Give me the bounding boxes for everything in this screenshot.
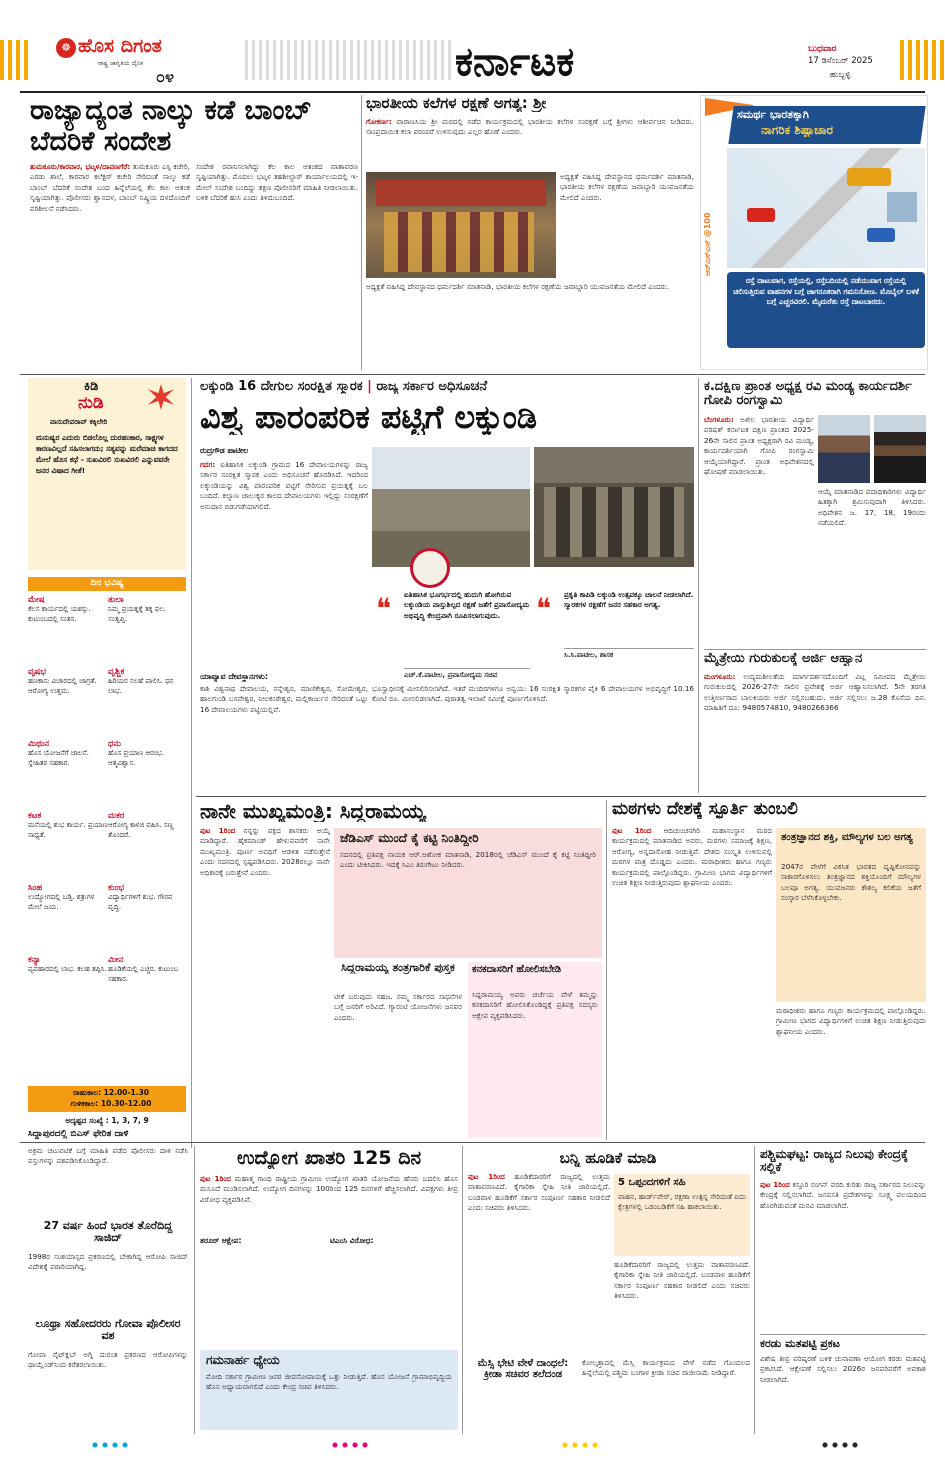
kidi-title: ಕಿಡಿ [84, 380, 99, 394]
matha-box [776, 828, 926, 1002]
col-rule-left [191, 378, 192, 1148]
bomb-col1 [30, 162, 190, 372]
horoscope-item [108, 884, 186, 954]
sign-text: ಆರೋಗ್ಯ ಕಾಳಜಿ ವಹಿಸಿ. ಸಣ್ಣ ತೊಂದರೆ. [108, 821, 174, 840]
bomb-body2: ಸಂದೇಶ ರವಾನಿಸಲಾಗಿದ್ದು ಕೆಲ ಕಾಲ ಆತಂಕದ ವಾತಾವರಣ ಸೃಷ್ಟಿಯಾಗಿತ್ತು. ಮೊದಲು ಭಟ್ಕಳ ತಹಶೀಲ್ದಾರ್ ಕಾರ್ಯಾಲಯದಲ್ಲಿ ಇ-ಮೇಲ್ ಸಂದೇಶ ಬಂದಿದ್ದು ತಕ್ಷಣ ಪೊಲೀಸರಿಗೆ ಮಾಹಿತಿ ನೀಡಲಾಯಿತು. ಬಳಿಕ ಬೆದರಿಕೆ ಹುಸಿ ಎಂದು ತಿಳಿದುಬಂದಿದೆ. [196, 162, 358, 203]
siddu-sub2-box [468, 962, 602, 1138]
car-icon-2 [867, 228, 895, 242]
siddu-body [200, 826, 330, 1138]
banni-box-body: ವಾಹನ, ಹಾರ್ಡ್‌ವೇರ್, ರಕ್ಷಣಾ ಉತ್ಪನ್ನ ಸೇರಿದಂತೆ ಐದು ಕ್ಷೇತ್ರಗಳಲ್ಲಿ ಒಡಂಬಡಿಕೆಗೆ ಸಹಿ ಹಾಕಲಾಯಿತು. [618, 1192, 747, 1212]
issue-day: ಬುಧವಾರ [808, 44, 837, 54]
ad-illustration [727, 148, 925, 268]
siddu-sub1-title: ಸಿದ್ದರಾಮಯ್ಯ ತಂತ್ರಗಾರಿಕೆ ಪುಸ್ತಕ [341, 962, 455, 974]
siddu-box [334, 828, 602, 958]
arts-intro [366, 117, 694, 169]
lakkundi-subhead: ಯಾವ್ಯಾವ ದೇವಸ್ಥಾನಗಳು: [200, 672, 269, 681]
banni-box [614, 1174, 750, 1256]
sign-text: ವಿದ್ಯಾರ್ಥಿಗಳಿಗೆ ಶುಭ. ಗೌರವ ವೃದ್ಧಿ. [108, 893, 173, 912]
horoscope-item [28, 812, 108, 882]
lakkundi-kicker-2: ರಾಜ್ಯ ಸರ್ಕಾರ ಅಧಿಸೂಚನೆ [376, 380, 488, 394]
sign-name: ಧನು [108, 739, 121, 749]
siddu-headline: ನಾನೇ ಮುಖ್ಯಮಂತ್ರಿ: ಸಿದ್ದರಾಮಯ್ಯ [200, 800, 427, 822]
siddu-box-body: ಸದನದಲ್ಲಿ ಪ್ರತಿಪಕ್ಷ ನಾಯಕ ಆರ್.ಅಶೋಕ ಮಾತನಾಡಿ, 2018ರಲ್ಲಿ ಜೆಡಿಎಸ್ ಮುಂದೆ ಕೈ ಕಟ್ಟಿ ನಿಂತಿದ್ದೀರಿ ಎಂದು ಟೀಕಿಸಿದರು. ಇದಕ್ಕೆ ಸಿಎಂ ತಿರುಗೇಟು ನೀಡಿದರು. [340, 850, 596, 870]
bomb-col2 [196, 162, 358, 372]
stage-banner [376, 180, 546, 206]
kidi-text: ಮನುಷ್ಯರ ಎದುರು ಬಿಡಲೊಲ್ಲ ದುರಹಂಕಾರ, ಸಾಕ್ಷ್ಯಗಳ ಕಾರಣವಿಲ್ಲದೆ ಸಹಿಸಲಾಗದು; ಸತ್ಯವನ್ನು ಮರೆಮಾಚಿ ಕಾಗದದ ಮೇಲೆ ಹೊಸ ಕಥೆ - ಸುಖವಿರಲಿ ಸುಖವಿರಲಿ ಎನ್ನುವವರೇ ಜನರ ವಿಷಾದ ಗೀತೆ! [36, 433, 178, 476]
horoscope-item [108, 668, 186, 738]
sign-text: ಹೊಸ ಪ್ರಯಾಣ ಆರಂಭ. ಆತ್ಮವಿಶ್ವಾಸ. [108, 749, 164, 768]
bomb-dateline: ತುಮಕೂರು/ಕಾರವಾರ, ಭಟ್ಕಳ/ದಾವಣಗೆರೆ: [30, 162, 131, 171]
siddu-body-text: ನನ್ನನ್ನು ಪಕ್ಷದ ಶಾಸಕರು ಆಯ್ಕೆ ಮಾಡಿದ್ದಾರೆ. ಹೈಕಮಾಂಡ್ ಹೇಳುವವರೆಗೆ ನಾನೇ ಮುಖ್ಯಮಂತ್ರಿ. ಪೂರ್ಣ ಅವಧಿಗೆ ಆಡಳಿತ ನಡೆಸುತ್ತೇನೆ ಎಂದು ಸದನದಲ್ಲಿ ಸ್ಪಷ್ಟಪಡಿಸಿದರು. 2028ರಲ್ಲೂ ನಾವೇ ಅಧಿಕಾರಕ್ಕೆ ಬರುತ್ತೇವೆ ಎಂದರು. [200, 826, 330, 877]
pashchima-sub-title: ಕರಡು ಮತಪಟ್ಟಿ ಪ್ರಕಟ [760, 1338, 840, 1350]
banni-headline: ಬನ್ನಿ ಹೂಡಿಕೆ ಮಾಡಿ [559, 1150, 657, 1167]
sign-text: ಹಣಕಾಸು ವಿಚಾರದಲ್ಲಿ ಜಾಗ್ರತೆ. ಆರೋಗ್ಯ ಉತ್ತಮ. [28, 677, 97, 696]
brand-tagline: ರಾಷ್ಟ್ರ ಜಾಗೃತಿಯ ದೈನಿಕ [98, 60, 144, 67]
reg-dot-icon [560, 1442, 600, 1448]
banni-body-text: ಹೂಡಿಕೆದಾರರಿಗೆ ರಾಜ್ಯದಲ್ಲಿ ಉತ್ತಮ ವಾತಾವರಣವಿದೆ. ಕೈಗಾರಿಕಾ ಸ್ನೇಹಿ ನೀತಿ ಜಾರಿಯಲ್ಲಿದೆ. ಬಂಡವಾಳ ಹೂಡಿಕೆಗೆ ಸರ್ಕಾರ ಸಂಪೂರ್ಣ ಸಹಕಾರ ನೀಡಲಿದೆ ಎಂದು ಸಚಿವರು ತಿಳಿಸಿದರು. [468, 1172, 610, 1213]
masthead [0, 0, 945, 92]
pashchima-headline: ಪಶ್ಚಿಮಘಟ್ಟ: ರಾಜ್ಯದ ನಿಲುವು ಕೇಂದ್ರಕ್ಕೆ ಸಲ್ಲಿಕೆ [760, 1148, 908, 1175]
matha-box-body: 2047ರ ವೇಳೆಗೆ ವಿಕಸಿತ ಭಾರತದ ದೃಷ್ಟಿಕೋನವನ್ನು ಸಾಕಾರಗೊಳಿಸಲು ತಂತ್ರಜ್ಞಾನದ ಶಕ್ತಿಯೊಂದಿಗೆ ಮೌಲ್ಯಗಳ ಬಲವೂ ಅಗತ್ಯ. ಯುವಜನರು ಕೌಶಲ್ಯ ಕಲಿಕೆಯ ಜತೆಗೆ ಸಂಸ್ಕಾರ ಬೆಳೆಸಿಕೊಳ್ಳಬೇಕು. [781, 862, 921, 903]
s2-body: 1998ರ ಸಂಶಯಾಸ್ಪದ ಪ್ರಕರಣದಲ್ಲಿ ಬೇಕಾಗಿದ್ದ ಆರೋಪಿ ಸಾಜಿದ್ ವಿದೇಶಕ್ಕೆ ಪರಾರಿಯಾಗಿದ್ದ. [28, 1252, 188, 1272]
sign-name: ಕುಂಭ [108, 883, 125, 893]
heritage-seal-icon [410, 548, 450, 588]
sign-name: ಮೀನ [108, 955, 124, 965]
building-icon [887, 192, 917, 222]
bomb-body1: ತುಮಕೂರು ಎಸ್ಪಿ ಕಚೇರಿ, ಎರಡು ಶಾಲೆ, ಕಾರವಾರ ಕಲೆಕ್ಟರ್ ಕಚೇರಿ ಸೇರಿದಂತೆ ನಾಲ್ಕು ಕಡೆ ಬಾಂಬ್ ಬೆದರಿಕೆ ಸಂದೇಶ ಬಂದ ಹಿನ್ನೆಲೆಯಲ್ಲಿ ಕೆಲ ಕಾಲ ಆತಂಕ ಸೃಷ್ಟಿಯಾಗಿತ್ತು. ಪೊಲೀಸರು ಶ್ವಾನದಳ, ಬಾಂಬ್ ನಿಷ್ಕ್ರಿಯ ದಳದೊಂದಿಗೆ ಪರಿಶೀಲನೆ ನಡೆಸಿದರು. [30, 162, 190, 213]
quote-icon-2: ❝ [536, 595, 552, 623]
lakkundi-body-text: ಐತಿಹಾಸಿಕ ಲಕ್ಕುಂಡಿ ಗ್ರಾಮದ 16 ದೇವಾಲಯಗಳನ್ನು ರಾಜ್ಯ ಸರ್ಕಾರ ಸಂರಕ್ಷಿತ ಸ್ಮಾರಕ ಎಂದು ಅಧಿಸೂಚನೆ ಹೊರಡಿಸಿದೆ. ಇದರಿಂದ ಲಕ್ಕುಂಡಿಯನ್ನು ವಿಶ್ವ ಪಾರಂಪರಿಕ ಪಟ್ಟಿಗೆ ಸೇರಿಸುವ ಪ್ರಯತ್ನಕ್ಕೆ ಬಲ ಬಂದಿದೆ. ಕಲ್ಯಾಣ ಚಾಲುಕ್ಯರ ಕಾಲದ ದೇವಾಲಯಗಳು ಇಲ್ಲಿದ್ದು ಸಂರಕ್ಷಣೆಗೆ ಅನುದಾನ ಬಿಡುಗಡೆಯಾಗಲಿದೆ. [200, 460, 368, 511]
messi-headline: ಮೆಸ್ಸಿ ಭೇಟಿ ವೇಳೆ ದಾಂಧಲೆ: ಕ್ರೀಡಾ ಸಚಿವರ ತಲೆದಂಡ [477, 1358, 569, 1380]
sign-text: ಉದ್ಯೋಗದಲ್ಲಿ ಬಡ್ತಿ. ಶತ್ರುಗಳ ಮೇಲೆ ಜಯ. [28, 893, 95, 912]
ad-title-2: ನಾಗರಿಕ ಶಿಷ್ಟಾಚಾರ [761, 124, 833, 137]
ad-message: ರಸ್ತೆ ದಾಟುವಾಗ, ರಸ್ತೆಯಲ್ಲಿ, ರಸ್ತೆಬದಿಯಲ್ಲಿ ನಡೆಯುವಾಗ ರಸ್ತೆಯಲ್ಲಿ ಚಲಿಸುತ್ತಿರುವ ವಾಹನಗಳ ಬಗ್ಗೆ ಜಾಗರೂಕರಾಗಿ ಗಮನಿಸೋಣ. ಮೊಬೈಲ್ ಬಳಕೆ ಬಗ್ಗೆ ಎಚ್ಚರವಿರಲಿ. ಮೈಮರೆತು ರಸ್ತೆ ದಾಟಬಾರದು. [733, 276, 919, 307]
siddu-box-title: ಜೆಡಿಎಸ್ ಮುಂದೆ ಕೈ ಕಟ್ಟಿ ನಿಂತಿದ್ದೀರಿ [340, 831, 479, 845]
udyoga-headline: ಉದ್ಯೋಗ ಖಾತರಿ 125 ದಿನ [236, 1148, 422, 1169]
udyoga-sub1: ತರೂರ್ ಆಕ್ಷೇಪ: [200, 1236, 242, 1245]
matha-body [612, 826, 772, 1138]
row-rule-3 [20, 1142, 925, 1143]
matha-body-text-2: ಮಠಾಧೀಶರು ಹಾಗೂ ಗಣ್ಯರು ಕಾರ್ಯಕ್ರಮದಲ್ಲಿ ಪಾಲ್ಗೊಂಡಿದ್ದರು. ಗ್ರಾಮೀಣ ಭಾಗದ ವಿದ್ಯಾರ್ಥಿಗಳಿಗೆ ಉಚಿತ ಶಿಕ್ಷಣ ನೀಡುತ್ತಿರುವುದು ಶ್ಲಾಘನೀಯ ಎಂದರು. [612, 857, 772, 888]
siddu-lead: ಪುಟ 1ರಿಂದ [200, 826, 236, 835]
udyoga-box [200, 1350, 458, 1430]
portrait-2 [874, 415, 926, 483]
reg-dot-icon [90, 1442, 130, 1448]
horoscope-left [28, 596, 108, 1036]
pashchima-body [760, 1180, 926, 1330]
col-rule-6 [754, 1146, 755, 1434]
maitreyi-body-text: ಉದ್ಯಮಶೀಲತೆಯ ಮಾರ್ಗದರ್ಶನದೊಂದಿಗೆ ವಿಟ್ಲ ಸಮೀಪದ ಮೈತ್ರೇಯಿ ಗುರುಕುಲದಲ್ಲಿ 2026-27ನೇ ಸಾಲಿನ ಪ್ರವೇಶಕ್ಕೆ ಅರ್ಜಿ ಆಹ್ವಾನಿಸಲಾಗಿದೆ. 5ನೇ ತರಗತಿ ಉತ್ತೀರ್ಣರಾದ ಬಾಲಕಿಯರು ಅರ್ಜಿ ಸಲ್ಲಿಸಬಹುದು. ಅರ್ಜಿ ಸಲ್ಲಿಸಲು ಜ.28 ಕೊನೆಯ ದಿನ. ಮಾಹಿತಿಗೆ ದೂ: 9480574810, 9480266366 [704, 672, 926, 713]
abvp-body [704, 415, 814, 643]
temple-photo-1 [372, 447, 530, 567]
lakkundi-lead: ಗದಗ: [200, 460, 216, 469]
abvp-lead: ಬೆಂಗಳೂರು: [704, 415, 734, 424]
arts-body: ವಾರಾಣಸಿಯ ಶ್ರೀ ಮಠದಲ್ಲಿ ನಡೆದ ಕಾರ್ಯಕ್ರಮದಲ್ಲಿ ಭಾರತೀಯ ಕಲೆಗಳ ಸಂರಕ್ಷಣೆ ಬಗ್ಗೆ ಶ್ರೀಗಳು ಆಶೀರ್ವಚನ ನೀಡಿದರು. ಸಾಂಪ್ರದಾಯಿಕ ಕಲಾ ಪರಂಪರೆ ಉಳಿಸುವುದು ಎಲ್ಲರ ಹೊಣೆ ಎಂದರು. [366, 117, 694, 137]
portrait-1 [818, 415, 870, 483]
siddu-sub2-title: ಕನಕದಾಸರಿಗೆ ಹೋಲಿಸಬೇಡಿ [472, 964, 562, 975]
quote-icon-1: ❝ [376, 595, 392, 623]
kidi-title-2: ನುಡಿ [78, 394, 104, 413]
lakkundi-body2: ಕಾಶಿ ವಿಶ್ವನಾಥ ದೇವಾಲಯ, ನನ್ನೇಶ್ವರ, ಮಾಣಿಕೇಶ್ವರ, ಸೋಮೇಶ್ವರ, ಹಾಲಗುಂಡಿ ಬಸವೇಶ್ವರ, ನೀಲಕಂಠೇಶ್ವರ, ಮಲ್ಲಿಕಾರ್ಜುನ ಸೇರಿದಂತೆ ಒಟ್ಟು 16 ದೇವಾಲಯಗಳು ಪಟ್ಟಿಯಲ್ಲಿವೆ. [200, 684, 368, 714]
pashchima-sub-body: ವಿಶೇಷ ತೀವ್ರ ಪರಿಷ್ಕರಣೆ ಬಳಿಕ ಚುನಾವಣಾ ಆಯೋಗ ಕರಡು ಮತಪಟ್ಟಿ ಪ್ರಕಟಿಸಿದೆ. ಆಕ್ಷೇಪಣೆ ಸಲ್ಲಿಸಲು 2026ರ ಜನವರಿವರೆಗೆ ಅವಕಾಶ ನೀಡಲಾಗಿದೆ. [760, 1354, 926, 1384]
matha-lead: ಪುಟ 1ರಿಂದ [612, 826, 652, 835]
abvp-headline: ಕ.ದಕ್ಷಿಣ ಪ್ರಾಂತ ಅಧ್ಯಕ್ಷ ರವಿ ಮಂಡ್ಯ ಕಾರ್ಯದರ್ಶಿ ಗೋಪಿ ರಂಗಸ್ವಾಮಿ [704, 380, 912, 409]
ad-title-1: ಸಮರ್ಥ ಭಾರತಕ್ಕಾಗಿ [737, 109, 809, 121]
sign-text: ಹಿರಿಯರ ಸಲಹೆ ಪಾಲಿಸಿ. ಧನ ಲಾಭ. [108, 677, 174, 696]
civic-ad [700, 95, 928, 370]
udyoga-box-body: ಮೋದಿ ಸರ್ಕಾರ ಗ್ರಾಮೀಣ ಜನರ ಜೀವನೋಪಾಯಕ್ಕೆ ಒತ್ತು ನೀಡುತ್ತಿದೆ. ಹೊಸ ಯೋಜನೆ ಗ್ರಾಮಾಭಿವೃದ್ಧಿಯ ಹೊಸ ಅಧ್ಯಾಯವಾಗಲಿದೆ ಎಂದು ಕೇಂದ್ರ ಸಚಿವ ತಿಳಿಸಿದರು. [206, 1372, 452, 1392]
arts-body2: ಅಧ್ಯಕ್ಷತೆ ವಹಿಸಿದ್ದ ದೇವಸ್ಥಾನದ ಧರ್ಮದರ್ಶಿ ಮಾತನಾಡಿ, ಭಾರತೀಯ ಕಲೆಗಳ ರಕ್ಷಣೆಯ ಜವಾಬ್ದಾರಿ ಯುವಜನತೆಯ ಮೇಲಿದೆ ಎಂದರು. [366, 282, 670, 291]
col-rule-1 [361, 95, 362, 370]
udyoga-sub2: ಟಿಎಂಸಿ ವಿರೋಧ: [330, 1236, 374, 1245]
arts-side-text: ಅಧ್ಯಕ್ಷತೆ ವಹಿಸಿದ್ದ ದೇವಸ್ಥಾನದ ಧರ್ಮದರ್ಶಿ ಮಾತನಾಡಿ, ಭಾರತೀಯ ಕಲೆಗಳ ರಕ್ಷಣೆಯ ಜವಾಬ್ದಾರಿ ಯುವಜನತೆಯ ಮೇಲಿದೆ ಎಂದರು. [560, 172, 694, 202]
sign-text: ನಿಮ್ಮ ಪ್ರಯತ್ನಕ್ಕೆ ತಕ್ಕ ಫಲ. ಸಂತೃಪ್ತಿ. [108, 605, 166, 624]
page-number: ೦೪ [156, 68, 174, 86]
maitreyi-body [704, 672, 926, 792]
banni-box-title: 5 ಒಪ್ಪಂದಗಳಿಗೆ ಸಹಿ [618, 1177, 686, 1188]
sign-name: ಕನ್ಯಾ [28, 955, 41, 965]
horoscope-right [108, 596, 186, 1036]
lakkundi-byline: ರುದ್ರಗೌಡ ಪಾಟೀಲ [200, 446, 249, 455]
udyoga-box-title: ಗಮನಾರ್ಹ ಧ್ಯೇಯ [206, 1353, 280, 1367]
issue-city: ಹುಬ್ಬಳ್ಳಿ [830, 70, 851, 80]
banni-body [468, 1172, 610, 1352]
horoscope-item [28, 740, 108, 810]
s3-headline: ಲೂಥ್ರಾ ಸಹೋದರರು ಗೋವಾ ಪೊಲೀಸರ ವಶ [35, 1318, 181, 1343]
horoscope-item [108, 740, 186, 810]
matha-box-title: ತಂತ್ರಜ್ಞಾನದ ಶಕ್ತಿ, ಮೌಲ್ಯಗಳ ಬಲ ಅಗತ್ಯ [781, 832, 913, 843]
s2-headline: 27 ವರ್ಷ ಹಿಂದೆ ಭಾರತ ತೊರೆದಿದ್ದ ಸಾಜಿದ್ [43, 1220, 173, 1245]
sign-text: ಹೂಡಿಕೆಯಲ್ಲಿ ಎಚ್ಚರ. ಕುಟುಂಬ ಸಹಕಾರ. [108, 965, 179, 984]
sign-name: ತುಲಾ [108, 596, 124, 605]
lakkundi-headline: ವಿಶ್ವ ಪಾರಂಪರಿಕ ಪಟ್ಟಿಗೆ ಲಕ್ಕುಂಡಿ [200, 400, 538, 436]
issue-date: 17 ಡಿಸೆಂಬರ್ 2025 [808, 56, 873, 66]
person-figures [384, 212, 534, 272]
siddu-sub1-body: ಟೀಕೆ ಬರುವುದು ಸಹಜ. ನಮ್ಮ ಸರ್ಕಾರದ ಸಾಧನೆಗಳ ಬಗ್ಗೆ ಜನರಿಗೆ ಅರಿವಿದೆ. ಗ್ಯಾರಂಟಿ ಯೋಜನೆಗಳು ಜನಪರ ಎಂದರು. [334, 992, 462, 1022]
s1-body: ಅಕ್ರಮ ಚಟುವಟಿಕೆ ಬಗ್ಗೆ ಮಾಹಿತಿ ಪಡೆದ ಪೊಲೀಸರು ದಾಳಿ ನಡೆಸಿ ವಸ್ತುಗಳನ್ನು ವಶಪಡಿಸಿಕೊಂಡಿದ್ದಾರೆ. [28, 1146, 188, 1166]
spark-icon [148, 384, 174, 410]
section-title: ಕರ್ನಾಟಕ [455, 40, 575, 84]
maitreyi-headline: ಮೈತ್ರೇಯಿ ಗುರುಕುಲಕ್ಕೆ ಅರ್ಜಿ ಆಹ್ವಾನ [704, 652, 863, 666]
matha-body2: ಮಠಾಧೀಶರು ಹಾಗೂ ಗಣ್ಯರು ಕಾರ್ಯಕ್ರಮದಲ್ಲಿ ಪಾಲ್ಗೊಂಡಿದ್ದರು. ಗ್ರಾಮೀಣ ಭಾಗದ ವಿದ್ಯಾರ್ಥಿಗಳಿಗೆ ಉಚಿತ ಶಿಕ್ಷಣ ನೀಡುತ್ತಿರುವುದು ಶ್ಲಾಘನೀಯ ಎಂದರು. [776, 1006, 926, 1036]
sign-name: ಮೇಷ [28, 596, 45, 605]
rahu-kala: ರಾಹುಕಾಲ: 12.00-1.30 [72, 1088, 150, 1097]
masthead-rule [20, 91, 925, 93]
lakkundi-kicker-1: ಲಕ್ಕುಂಡಿ 16 ದೇಗುಲ ಸಂರಕ್ಷಿತ ಸ್ಮಾರಕ [200, 380, 363, 394]
reg-dot-icon [820, 1442, 860, 1448]
pillar-shapes [544, 487, 684, 557]
horoscope-item [108, 596, 186, 666]
horoscope-title: ದಿನ ಭವಿಷ್ಯ [90, 579, 124, 588]
sign-text: ಕೆಲಸ ಕಾರ್ಯದಲ್ಲಿ ಯಶಸ್ಸು. ಕುಟುಂಬದಲ್ಲಿ ಸಂತಸ. [28, 605, 91, 624]
pashchima-lead: ಪುಟ 1ರಿಂದ [760, 1180, 790, 1189]
bus-icon [847, 168, 891, 186]
lakkundi-body [200, 460, 368, 670]
s3-body: ಗೋವಾ ನೈಟ್‌ಕ್ಲಬ್ ಅಗ್ನಿ ದುರಂತ ಪ್ರಕರಣದ ಆರೋಪಿಗಳನ್ನು ಥಾಯ್ಲೆಂಡ್‌ನಿಂದ ಕರೆತರಲಾಯಿತು. [28, 1350, 188, 1370]
maitreyi-lead: ಮಂಗಳೂರು: [704, 672, 736, 681]
lakkundi-quote-1-by: ಎಚ್.ಕೆ.ಪಾಟೀಲ, ಪ್ರವಾಸೋದ್ಯಮ ಸಚಿವ [404, 668, 530, 680]
abvp-body-text: ಅಖಿಲ ಭಾರತೀಯ ವಿದ್ಯಾರ್ಥಿ ಪರಿಷತ್ ಕರ್ನಾಟಕ ದಕ್ಷಿಣ ಪ್ರಾಂತದ 2025-26ನೇ ಸಾಲಿನ ಪ್ರಾಂತ ಅಧ್ಯಕ್ಷರಾಗಿ ರವಿ ಮಂಡ್ಯ, ಕಾರ್ಯದರ್ಶಿಯಾಗಿ ಗೋಪಿ ರಂಗಸ್ವಾಮಿ ಆಯ್ಕೆಯಾಗಿದ್ದಾರೆ. ಪ್ರಾಂತ ಅಧಿವೇಶನದಲ್ಲಿ ಘೋಷಣೆ ಮಾಡಲಾಯಿತು. [704, 415, 814, 477]
sign-name: ಸಿಂಹ [28, 883, 43, 893]
row-rule-2 [196, 796, 926, 797]
abvp-body2: ಆಯ್ಕೆ ಮಾತನಾಡಿದ ಪದಾಧಿಕಾರಿಗಳು ವಿದ್ಯಾರ್ಥಿ ಹಿತಕ್ಕಾಗಿ ಶ್ರಮಿಸುವುದಾಗಿ ತಿಳಿಸಿದರು. ಅಧಿವೇಶನ ಜ. 17, 18, 19ರಂದು ನಡೆಯಲಿದೆ. [818, 487, 926, 528]
sign-text: ವ್ಯವಹಾರದಲ್ಲಿ ಲಾಭ. ಕಲಹ ತಪ್ಪಿಸಿ. [28, 965, 107, 974]
brand-block [38, 36, 238, 88]
lucky-number: ಅದೃಷ್ಟದ ಸಂಖ್ಯೆ : 1, 3, 7, 9 [65, 1116, 149, 1125]
horoscope-item [28, 884, 108, 954]
brand-name: ಹೊಸ ದಿಗಂತ [78, 36, 162, 57]
row-rule-pash [760, 1334, 926, 1335]
udyoga-body-text: ಮಹಾತ್ಮ ಗಾಂಧಿ ರಾಷ್ಟ್ರೀಯ ಗ್ರಾಮೀಣ ಉದ್ಯೋಗ ಖಾತರಿ ಯೋಜನೆಯ ಹೆಸರು ಬದಲಿಸಿ ಹೊಸ ಮಸೂದೆ ಮಂಡಿಸಲಾಗಿದೆ. ಉದ್ಯೋಗ ದಿನಗಳನ್ನು 100ರಿಂದ 125 ದಿನಗಳಿಗೆ ಹೆಚ್ಚಿಸಲಾಗಿದೆ. ವಿಪಕ್ಷಗಳು ತೀವ್ರ ವಿರೋಧ ವ್ಯಕ್ತಪಡಿಸಿವೆ. [200, 1174, 458, 1204]
sign-name: ಮಕರ [108, 811, 125, 821]
siddu-sub2-body: ಸಿದ್ದರಾಮಯ್ಯ ಅವರು ಚರ್ಚೆಯ ವೇಳೆ ತಮ್ಮನ್ನು ಕನಕದಾಸರಿಗೆ ಹೋಲಿಸಿಕೊಂಡಿದ್ದಕ್ಕೆ ಪ್ರತಿಪಕ್ಷ ಸದಸ್ಯರು ಆಕ್ಷೇಪ ವ್ಯಕ್ತಪಡಿಸಿದರು. [472, 990, 598, 1020]
arts-headline: ಭಾರತೀಯ ಕಲೆಗಳ ರಕ್ಷಣೆ ಅಗತ್ಯ: ಶ್ರೀ [366, 95, 547, 112]
horoscope-item [28, 668, 108, 738]
sign-name: ಮಿಥುನ [28, 739, 50, 749]
ad-badge: ಆರ್‌ಎಸ್‌ಎಸ್ @100 [703, 212, 712, 276]
sign-name: ಕಟಕ [28, 811, 42, 821]
col-rule-5 [462, 1146, 463, 1434]
lakkundi-kicker: ಲಕ್ಕುಂಡಿ 16 ದೇಗುಲ ಸಂರಕ್ಷಿತ ಸ್ಮಾರಕ | ರಾಜ್ಯ ಸರ್ಕಾರ ಅಧಿಸೂಚನೆ [200, 380, 488, 394]
kidi-author: ವಾಸುದೇವರಾವ್ ಕಕ್ಕಿಲೇರಿ [50, 418, 108, 426]
horoscope-item [108, 956, 186, 1026]
lakkundi-quote-2: ಪ್ರಕೃತಿ ಕಾಪಿಡಿ ಲಕ್ಕುಂಡಿ ಉತ್ಸವಕ್ಕೂ ಚಾಲನೆ ನೀಡಲಾಗಿದೆ. ಸ್ಮಾರಕಗಳ ರಕ್ಷಣೆಗೆ ಜನರ ಸಹಕಾರ ಅಗತ್ಯ. [564, 590, 694, 610]
col-rule-2 [698, 378, 699, 793]
gulika-kala: ಗುಳಿಕಕಾಲ: 10.30-12.00 [70, 1099, 152, 1108]
stripe-left-icon [0, 40, 32, 80]
horoscope-item [28, 956, 108, 1026]
messi-body: ಕೋಲ್ಕತ್ತಾದಲ್ಲಿ ಮೆಸ್ಸಿ ಕಾರ್ಯಕ್ರಮದ ವೇಳೆ ನಡೆದ ಗೊಂದಲದ ಹಿನ್ನೆಲೆಯಲ್ಲಿ ಪಶ್ಚಿಮ ಬಂಗಾಳ ಕ್ರೀಡಾ ಸಚಿವ ರಾಜೀನಾಮೆ ನೀಡಿದ್ದಾರೆ. [582, 1358, 750, 1378]
lakkundi-quote-1: ಐತಿಹಾಸಿಕ ಭೂಗರ್ಭದಲ್ಲಿ ಹುದುಗಿ ಹೋಗಿರುವ ಲಕ್ಕುಂಡಿಯ ವಾಸ್ತುಶಿಲ್ಪದ ರಕ್ಷಣೆ ಜತೆಗೆ ಪ್ರವಾಸೋದ್ಯಮ ಅಭಿವೃದ್ಧಿ ಕೇಂದ್ರವಾಗಿ ರೂಪಿಸಲಾಗುವುದು. [404, 590, 530, 620]
reg-dot-icon [330, 1442, 370, 1448]
row-rule-1 [20, 374, 925, 375]
temple-photo-2 [534, 447, 694, 567]
col-rule-3 [606, 800, 607, 1140]
banni-body-2: ಹೂಡಿಕೆದಾರರಿಗೆ ರಾಜ್ಯದಲ್ಲಿ ಉತ್ತಮ ವಾತಾವರಣವಿದೆ. ಕೈಗಾರಿಕಾ ಸ್ನೇಹಿ ನೀತಿ ಜಾರಿಯಲ್ಲಿದೆ. ಬಂಡವಾಳ ಹೂಡಿಕೆಗೆ ಸರ್ಕಾರ ಸಂಪೂರ್ಣ ಸಹಕಾರ ನೀಡಲಿದೆ ಎಂದು ಸಚಿವರು ತಿಳಿಸಿದರು. [614, 1260, 750, 1301]
sign-name: ವೃಶ್ಚಿಕ [108, 667, 125, 677]
matha-headline: ಮಠಗಳು ದೇಶಕ್ಕೆ ಸ್ಫೂರ್ತಿ ತುಂಬಲಿ [612, 800, 798, 819]
sign-text: ಹೊಸ ಯೋಜನೆಗೆ ಚಾಲನೆ. ಸ್ನೇಹಿತರ ಸಹಕಾರ. [28, 749, 89, 768]
bomb-headline: ರಾಜ್ಯಾದ್ಯಂತ ನಾಲ್ಕು ಕಡೆ ಬಾಂಬ್ ಬೆದರಿಕೆ ಸಂದೇಶ [30, 95, 312, 158]
sign-name: ವೃಷಭ [28, 667, 47, 677]
horoscope-item [28, 596, 108, 666]
kidi-box [28, 378, 186, 570]
lakkundi-col2: ಭೂಸ್ವಾಧೀನಕ್ಕೆ ಮೀಸಲಿರಿಸಲಾಗಿದೆ. ಇತರೆ ಮಂದಿರಗಳಿಗೂ ಅನ್ವಯ: 16 ಸಂರಕ್ಷಿತ ಸ್ಮಾರಕಗಳ ಪೈಕಿ 6 ದೇವಾಲಯಗಳ ಅಭಿವೃದ್ಧಿಗೆ 10.16 ಕೋಟಿ ರೂ. ಮೀಸಲಿಡಲಾಗಿದೆ. ಪುರಾತತ್ವ ಇಲಾಖೆ ಸಮೀಕ್ಷೆ ಪೂರ್ಣಗೊಳಿಸಿದೆ. [372, 684, 694, 704]
brand-logo-icon: ☸ [56, 38, 76, 58]
udyoga-body [200, 1174, 458, 1344]
horoscope-item [108, 812, 186, 882]
row-rule-abvp [704, 649, 926, 650]
arts-photo [366, 172, 556, 278]
sign-text: ಮನೆಯಲ್ಲಿ ಶುಭ ಕಾರ್ಯ. ಪ್ರಯಾಣ ಸಾಧ್ಯತೆ. [28, 821, 108, 840]
s1-headline: ಸಿದ್ದಾಪುರದಲ್ಲಿ ಬಿಎಸ್ ಫೇರಿತ ದಾಳಿ [28, 1130, 188, 1140]
stripe-center-icon [245, 40, 455, 80]
col-rule-4 [194, 1146, 195, 1434]
matha-body-text: ಆದಿಚುಂಚನಗಿರಿ ಮಹಾಸಂಸ್ಥಾನ ಮಠದ ಕಾರ್ಯಕ್ರಮದಲ್ಲಿ ಮಾತನಾಡಿದ ಅವರು, ಮಠಗಳು ಸಮಾಜಕ್ಕೆ ಶಿಕ್ಷಣ, ಆರೋಗ್ಯ, ಅನ್ನದಾಸೋಹ ನೀಡುತ್ತಿವೆ. ದೇಶದ ಸಂಸ್ಕೃತಿ ಉಳಿಸುವಲ್ಲಿ ಮಠಗಳ ಪಾತ್ರ ದೊಡ್ಡದು ಎಂದರು. [612, 826, 772, 867]
arts-lead: ಗೋಕರ್ಣ: [366, 117, 392, 126]
registration-marks [0, 1440, 945, 1454]
pashchima-body-text: ಕಸ್ತೂರಿ ರಂಗನ್ ವರದಿ ಕುರಿತು ರಾಜ್ಯ ಸರ್ಕಾರದ ನಿಲುವನ್ನು ಕೇಂದ್ರಕ್ಕೆ ಸಲ್ಲಿಸಲಾಗಿದೆ. ಜನವಸತಿ ಪ್ರದೇಶಗಳನ್ನು ಸೂಕ್ಷ್ಮ ವಲಯದಿಂದ ಹೊರಗಿಡುವಂತೆ ಮನವಿ ಮಾಡಲಾಗಿದೆ. [760, 1180, 926, 1210]
udyoga-lead: ಪುಟ 1ರಿಂದ [200, 1174, 232, 1183]
lakkundi-quote-2-by: ಸಿ.ಸಿ.ಪಾಟೀಲ, ಶಾಸಕ [564, 648, 694, 660]
banni-lead: ಪುಟ 1ರಿಂದ [468, 1172, 505, 1181]
car-icon [747, 208, 775, 222]
